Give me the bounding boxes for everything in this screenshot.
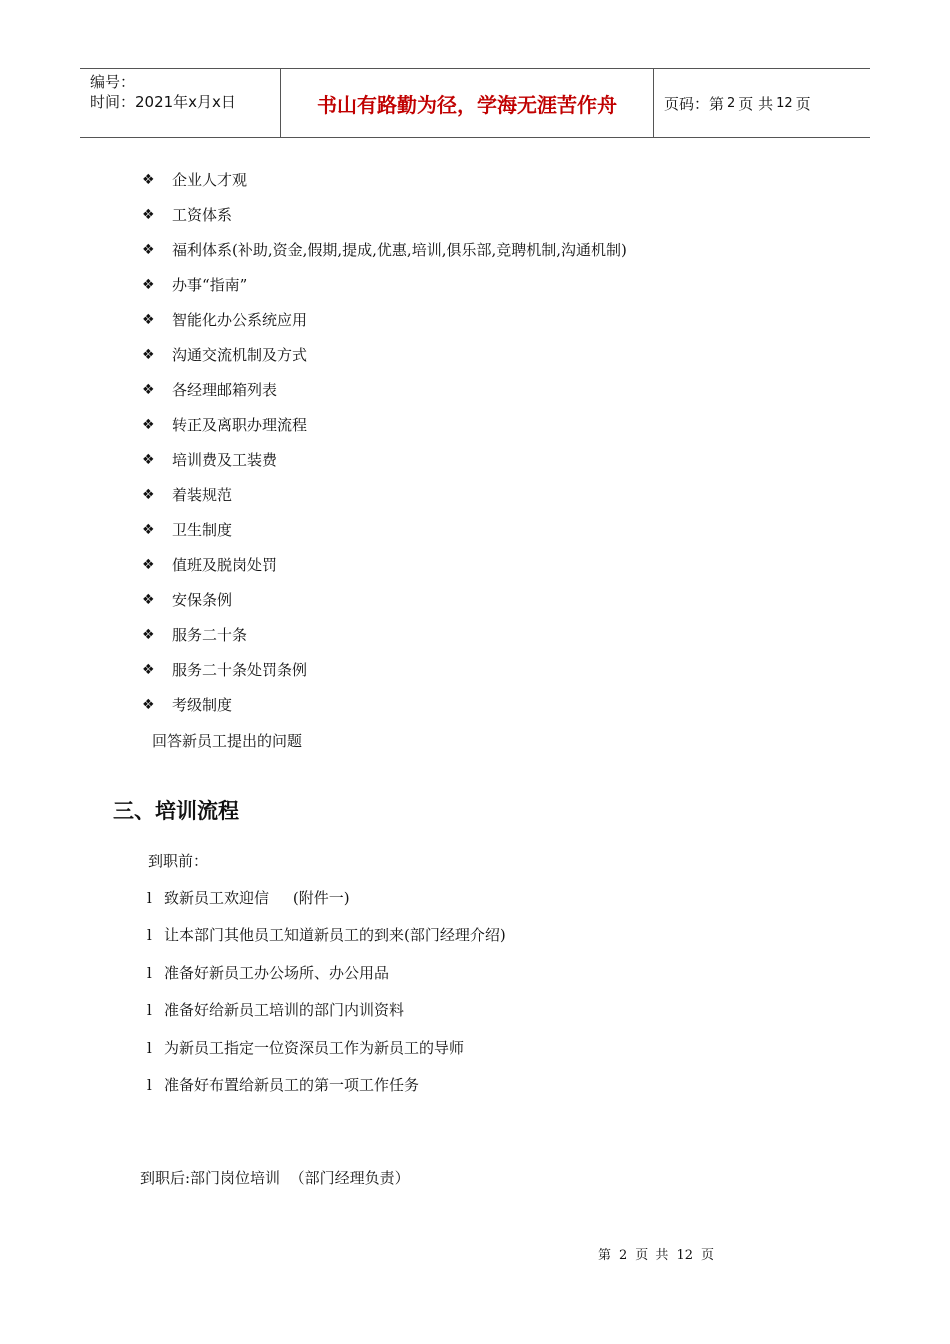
list-item (142, 588, 627, 623)
list-item-text: 值班及脱岗处罚 (172, 556, 278, 574)
bullet-diamond-icon: ❖ (142, 347, 155, 363)
after-arrival-text: 到职后:部门岗位培训 （部门经理负责） (140, 1169, 410, 1187)
list-item-text: 考级制度 (172, 696, 233, 714)
bullet-diamond-icon: ❖ (142, 592, 155, 608)
document-date-label: 时间：2021年x月x日 (90, 93, 236, 111)
list-item (142, 168, 627, 203)
orientation-topic-list (142, 168, 627, 728)
bullet-diamond-icon: ❖ (142, 312, 155, 328)
document-number-label: 编号： (90, 73, 136, 91)
list-item-text: 沟通交流机制及方式 (172, 346, 308, 364)
step-text: 让本部门其他员工知道新员工的到来(部门经理介绍) (164, 926, 506, 945)
bullet-diamond-icon: ❖ (142, 487, 155, 503)
list-item (147, 1073, 506, 1110)
list-item (142, 483, 627, 518)
step-marker: l (147, 1038, 152, 1057)
list-item-text: 智能化办公系统应用 (172, 311, 308, 329)
list-item-text: 办事“指南” (172, 276, 248, 294)
header-meta (80, 69, 281, 137)
bullet-diamond-icon: ❖ (142, 382, 155, 398)
page-suffix: 页 (795, 94, 811, 113)
list-item (142, 308, 627, 343)
list-item-text: 着装规范 (172, 486, 233, 504)
footer-current: 2 (619, 1248, 628, 1263)
list-item-text: 卫生制度 (172, 521, 233, 539)
page-current: 2 (727, 95, 736, 111)
step-marker: l (147, 926, 152, 945)
section-title: 三、培训流程 (113, 799, 239, 823)
bullet-diamond-icon: ❖ (142, 452, 155, 468)
list-item (142, 658, 627, 693)
page-footer (594, 1246, 718, 1266)
bullet-diamond-icon: ❖ (142, 662, 155, 678)
footer-mid: 页 共 (635, 1248, 669, 1263)
list-item (147, 998, 506, 1035)
list-item (147, 1036, 506, 1073)
list-item (142, 273, 627, 308)
step-text: 为新员工指定一位资深员工作为新员工的导师 (164, 1038, 465, 1057)
list-item-text: 服务二十条 (172, 626, 248, 644)
bullet-diamond-icon: ❖ (142, 627, 155, 643)
pre-arrival-step-list (147, 886, 506, 1110)
list-item-text: 企业人才观 (172, 171, 248, 189)
footer-suffix: 页 (700, 1248, 714, 1263)
list-item (142, 553, 627, 588)
bullet-diamond-icon: ❖ (142, 207, 155, 223)
bullet-diamond-icon: ❖ (142, 522, 155, 538)
list-item-text: 培训费及工装费 (172, 451, 278, 469)
bullet-diamond-icon: ❖ (142, 697, 155, 713)
step-text: 准备好新员工办公场所、办公用品 (164, 963, 390, 982)
page-mid: 页 共 (738, 94, 774, 113)
list-item (142, 238, 627, 273)
header-page-info (654, 69, 870, 137)
list-item (147, 961, 506, 998)
list-item-text: 福利体系(补助,资金,假期,提成,优惠,培训,俱乐部,竞聘机制,沟通机制) (172, 241, 627, 259)
step-text: 致新员工欢迎信 (附件一) (164, 889, 350, 907)
step-marker: l (147, 1075, 152, 1094)
step-marker: l (147, 889, 152, 907)
bullet-diamond-icon: ❖ (142, 277, 155, 293)
step-text: 准备好布置给新员工的第一项工作任务 (164, 1075, 420, 1094)
step-text: 准备好给新员工培训的部门内训资料 (164, 1001, 405, 1020)
bullet-diamond-icon: ❖ (142, 242, 155, 258)
page-header (80, 68, 870, 138)
before-arrival-label: 到职前： (148, 852, 209, 870)
list-item-text: 工资体系 (172, 206, 233, 224)
header-motto: 书山有路勤为径，学海无涯苦作舟 (281, 69, 654, 137)
list-item (142, 693, 627, 728)
list-item (142, 343, 627, 378)
page-prefix: 页码：第 (664, 94, 725, 113)
list-item (147, 923, 506, 960)
step-marker: l (147, 963, 152, 982)
list-item-text: 服务二十条处罚条例 (172, 661, 308, 679)
list-item (142, 203, 627, 238)
page-total: 12 (776, 95, 793, 111)
bullet-diamond-icon: ❖ (142, 557, 155, 573)
footer-prefix: 第 (598, 1248, 612, 1263)
list-item (142, 448, 627, 483)
list-item (142, 623, 627, 658)
list-item-text: 转正及离职办理流程 (172, 416, 308, 434)
footer-total: 12 (676, 1248, 693, 1263)
list-item (142, 518, 627, 553)
bullet-diamond-icon: ❖ (142, 172, 155, 188)
bullet-diamond-icon: ❖ (142, 417, 155, 433)
step-marker: l (147, 1001, 152, 1020)
list-item (147, 886, 506, 923)
answer-questions-text: 回答新员工提出的问题 (152, 732, 303, 750)
list-item (142, 413, 627, 448)
list-item-text: 各经理邮箱列表 (172, 381, 278, 399)
list-item-text: 安保条例 (172, 591, 233, 609)
list-item (142, 378, 627, 413)
